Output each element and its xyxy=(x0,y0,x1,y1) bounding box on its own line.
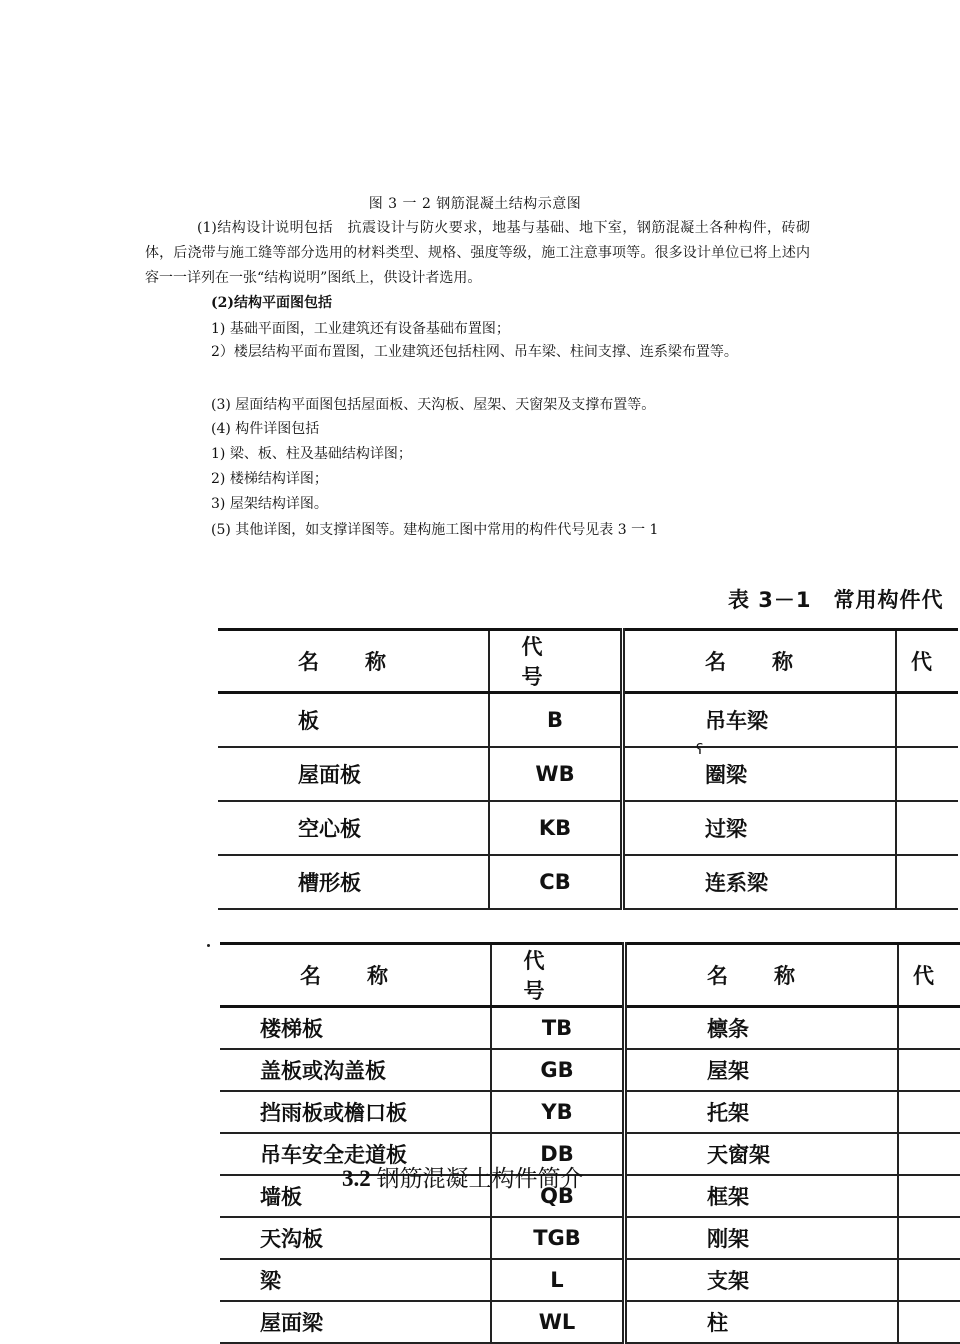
cell-code-2 xyxy=(896,693,958,748)
table-row xyxy=(218,747,958,801)
cell-name: 板 xyxy=(218,693,489,748)
cell-code: TGB xyxy=(491,1217,625,1259)
table-row xyxy=(220,1133,960,1175)
cell-name-2: 圈梁 xyxy=(623,747,897,801)
paragraph-other-details: (5) 其他详图，如支撑详图等。建构施工图中常用的构件代号见表 3 一 1 xyxy=(211,522,659,538)
header-name-2: 名称 xyxy=(623,630,897,693)
cell-name-2: 支架 xyxy=(625,1259,899,1301)
cell-code-2 xyxy=(898,1007,960,1050)
cell-code: WB xyxy=(489,747,623,801)
cell-code-2 xyxy=(898,1175,960,1217)
cell-code: WL xyxy=(491,1301,625,1343)
table-row xyxy=(220,1091,960,1133)
table-row xyxy=(220,1259,960,1301)
header-name: 名称 xyxy=(220,944,491,1007)
table-row xyxy=(220,1007,960,1050)
scan-mark: ʕ xyxy=(696,742,704,758)
cell-name-2: 托架 xyxy=(625,1091,899,1133)
cell-code-2 xyxy=(898,1217,960,1259)
cell-code: GB xyxy=(491,1049,625,1091)
cell-name-2: 天窗架 xyxy=(625,1133,899,1175)
paragraph-structure-plan: (2)结构平面图包括 xyxy=(211,295,332,311)
scan-dot xyxy=(207,944,210,947)
paragraph-roof-plan: (3) 屋面结构平面图包括屋面板、天沟板、屋架、天窗架及支撑布置等。 xyxy=(211,397,656,413)
paragraph-structure-notes: (1)结构设计说明包括 抗震设计与防火要求，地基与基础、地下室，钢筋混凝土各种构件，砖砌体，后浇带与施工缝等部分选用的材料类型、规格、强度等级，施工注意事项等。很多设计单位已将上述内容一一详列在一张“结构说明”图纸上，供设计者选用。 xyxy=(145,220,810,286)
header-code: 代号 xyxy=(491,944,625,1007)
cell-name: 盖板或沟盖板 xyxy=(220,1049,491,1091)
header-code: 代号 xyxy=(489,630,623,693)
cell-code-2 xyxy=(896,747,958,801)
cell-code-2 xyxy=(898,1259,960,1301)
table-row xyxy=(218,801,958,855)
cell-name-2: 吊车梁 xyxy=(623,693,897,748)
cell-name: 空心板 xyxy=(218,801,489,855)
cell-code-2 xyxy=(896,801,958,855)
header-name: 名称 xyxy=(218,630,489,693)
section-number: 3.2 xyxy=(342,1166,371,1191)
header-name-2: 名称 xyxy=(625,944,899,1007)
cell-name-2: 过梁 xyxy=(623,801,897,855)
cell-code-2 xyxy=(898,1091,960,1133)
section-title: 钢筋混凝土构件简介 xyxy=(376,1166,584,1191)
paragraph-component-details: (4) 构件详图包括 xyxy=(211,421,320,437)
list-item-floor-plan: 2）楼层结构平面布置图，工业建筑还包括柱网、吊车梁、柱间支撑、连系梁布置等。 xyxy=(211,344,738,360)
cell-name: 吊车安全走道板 xyxy=(220,1133,491,1175)
table-row xyxy=(220,1175,960,1217)
cell-code-2 xyxy=(898,1049,960,1091)
table-row xyxy=(220,1049,960,1091)
table-row xyxy=(218,693,958,748)
cell-name-2: 刚架 xyxy=(625,1217,899,1259)
cell-name: 天沟板 xyxy=(220,1217,491,1259)
cell-name-2: 檩条 xyxy=(625,1007,899,1050)
table-header-row xyxy=(220,944,960,1007)
cell-name: 梁 xyxy=(220,1259,491,1301)
list-item-truss-details: 3) 屋架结构详图。 xyxy=(211,496,328,512)
table-header-row xyxy=(218,630,958,693)
cell-name: 墙板 xyxy=(220,1175,491,1217)
component-code-table-2 xyxy=(220,942,960,1344)
cell-code: B xyxy=(489,693,623,748)
list-item-foundation-plan: 1) 基础平面图，工业建筑还有设备基础布置图； xyxy=(211,321,510,337)
cell-code: CB xyxy=(489,855,623,909)
cell-code: QB xyxy=(491,1175,625,1217)
cell-code: L xyxy=(491,1259,625,1301)
cell-name: 槽形板 xyxy=(218,855,489,909)
section-heading xyxy=(342,1160,584,1193)
figure-caption: 图 3 一 2 钢筋混凝土结构示意图 xyxy=(368,196,582,212)
cell-code: KB xyxy=(489,801,623,855)
header-code-2: 代 xyxy=(896,630,958,693)
list-item-stair-details: 2) 楼梯结构详图； xyxy=(211,471,328,487)
cell-name: 屋面梁 xyxy=(220,1301,491,1343)
table-row xyxy=(218,855,958,909)
cell-code: YB xyxy=(491,1091,625,1133)
table-row xyxy=(220,1301,960,1343)
table-row xyxy=(220,1217,960,1259)
cell-code-2 xyxy=(898,1133,960,1175)
list-item-beam-slab-column: 1) 梁、板、柱及基础结构详图； xyxy=(211,446,412,462)
cell-code: TB xyxy=(491,1007,625,1050)
cell-name: 屋面板 xyxy=(218,747,489,801)
component-code-table-1 xyxy=(218,628,958,910)
cell-name-2: 柱 xyxy=(625,1301,899,1343)
cell-code-2 xyxy=(896,855,958,909)
cell-code: DB xyxy=(491,1133,625,1175)
cell-name-2: 框架 xyxy=(625,1175,899,1217)
cell-name-2: 屋架 xyxy=(625,1049,899,1091)
cell-name-2: 连系梁 xyxy=(623,855,897,909)
header-code-2: 代 xyxy=(898,944,960,1007)
cell-name: 楼梯板 xyxy=(220,1007,491,1050)
cell-name: 挡雨板或檐口板 xyxy=(220,1091,491,1133)
table-title: 表 3－1 常用构件代 xyxy=(728,588,944,612)
cell-code-2 xyxy=(898,1301,960,1343)
